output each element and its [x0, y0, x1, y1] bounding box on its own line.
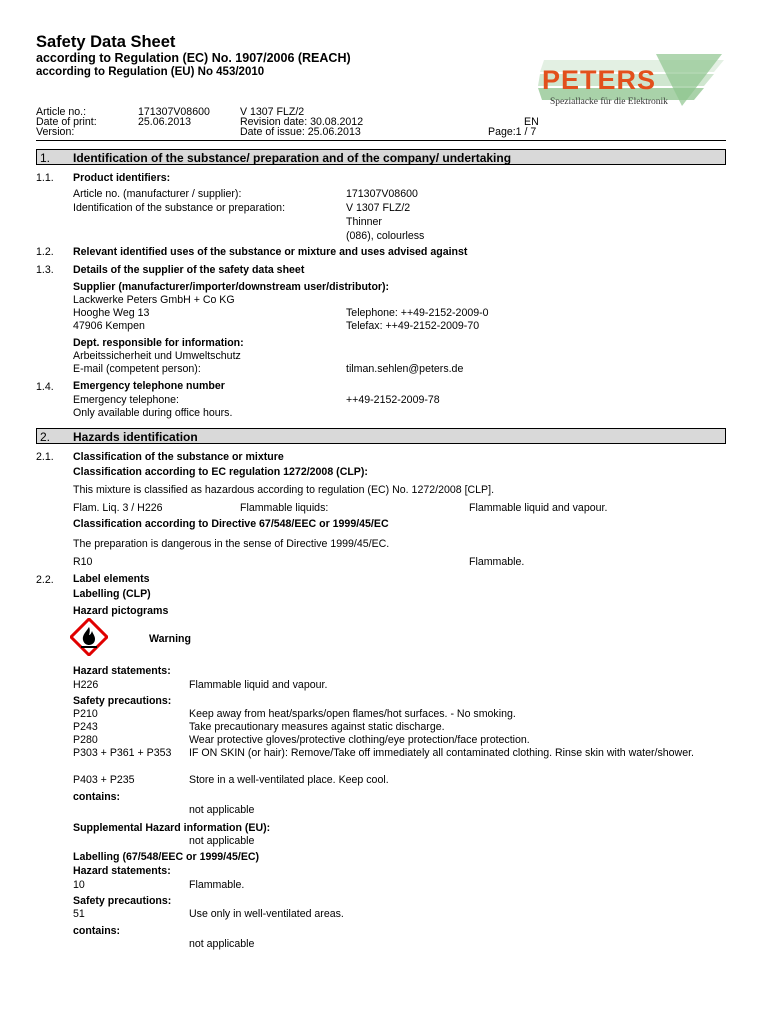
company-city: 47906 Kempen — [73, 320, 145, 332]
product-colour: (086), colourless — [346, 230, 425, 242]
company-telephone: Telephone: ++49-2152-2009-0 — [346, 307, 489, 319]
precaution-text: Wear protective gloves/protective clothing/eye protection/face protection. — [189, 734, 530, 746]
labelling-67-heading: Labelling (67/548/EEC or 1999/45/EC) — [73, 851, 260, 863]
section-1-header — [36, 149, 726, 165]
logo-tagline: Speziallacke für die Elektronik — [550, 97, 668, 107]
peters-logo — [536, 50, 726, 112]
section-number: 1. — [40, 151, 51, 165]
print-date: 25.06.2013 — [138, 116, 192, 128]
version-label: Version: — [36, 126, 75, 138]
subsection-number: 2.1. — [36, 451, 54, 463]
dept-heading: Dept. responsible for information: — [73, 337, 244, 349]
emergency-label: Emergency telephone: — [73, 394, 180, 406]
contains-heading: contains: — [73, 791, 121, 803]
email-link[interactable]: tilman.sehlen@peters.de — [346, 363, 464, 375]
article-number: 171307V08600 — [138, 106, 210, 118]
section-title: Hazards identification — [73, 430, 198, 444]
regulation-subtitle-2: according to Regulation (EU) No 453/2010 — [36, 66, 265, 78]
precaution-text: Take precautionary measures against static discharge. — [189, 721, 445, 733]
supplier-heading: Supplier (manufacturer/importer/downstream user/distributor): — [73, 281, 390, 293]
clp-code: Flam. Liq. 3 / H226 — [73, 502, 163, 514]
language-code: EN — [524, 116, 539, 128]
document-title: Safety Data Sheet — [36, 33, 176, 51]
emergency-number: ++49-2152-2009-78 — [346, 394, 440, 406]
dept-name: Arbeitssicherheit und Umweltschutz — [73, 350, 241, 362]
field-value: V 1307 FLZ/2 — [346, 202, 411, 214]
contains-heading: contains: — [73, 925, 121, 937]
subsection-heading: Label elements — [73, 573, 150, 585]
precaution-code: P243 — [73, 721, 98, 733]
article-label: Article no.: — [36, 106, 87, 118]
header-divider — [36, 140, 726, 141]
risk-description: Flammable. — [469, 556, 525, 568]
clp-heading: Classification according to EC regulation 1272/2008 (CLP): — [73, 466, 368, 478]
subsection-number: 1.3. — [36, 264, 54, 276]
product-type: Thinner — [346, 216, 382, 228]
precaution-code: P403 + P235 — [73, 774, 135, 786]
directive-statement: The preparation is dangerous in the sense of Directive 1999/45/EC. — [73, 538, 390, 550]
subsection-heading: Details of the supplier of the safety data sheet — [73, 264, 305, 276]
labelling-heading: Labelling (CLP) — [73, 588, 151, 600]
subsection-number: 2.2. — [36, 574, 54, 586]
risk-code: R10 — [73, 556, 93, 568]
safety-precautions-heading: Safety precautions: — [73, 895, 172, 907]
field-label: Identification of the substance or preparation: — [73, 202, 286, 214]
safety-phrase-text: Use only in well-ventilated areas. — [189, 908, 344, 920]
precaution-text: IF ON SKIN (or hair): Remove/Take off immediately all contaminated clothing. Rinse skin with water/shower. — [189, 747, 694, 759]
subsection-number: 1.2. — [36, 246, 54, 258]
logo-wordmark: PETERS — [542, 65, 657, 95]
precaution-code: P210 — [73, 708, 98, 720]
issue-date: Date of issue: 25.06.2013 — [240, 126, 361, 138]
safety-phrase-code: 51 — [73, 908, 85, 920]
subsection-heading: Classification of the substance or mixture — [73, 451, 284, 463]
section-title: Identification of the substance/ preparation and of the company/ undertaking — [73, 151, 512, 165]
hazard-statements-heading: Hazard statements: — [73, 665, 171, 677]
product-code: V 1307 FLZ/2 — [240, 106, 305, 118]
precaution-text: Store in a well-ventilated place. Keep cool. — [189, 774, 389, 786]
hazard-statements-heading: Hazard statements: — [73, 865, 171, 877]
contains-value: not applicable — [189, 804, 255, 816]
clp-statement: This mixture is classified as hazardous according to regulation (EC) No. 1272/2008 [CLP]. — [73, 484, 495, 496]
hazard-text: Flammable liquid and vapour. — [189, 679, 328, 691]
hazard-code: H226 — [73, 679, 99, 691]
section-number: 2. — [40, 430, 51, 444]
precaution-code: P280 — [73, 734, 98, 746]
field-value: 171307V08600 — [346, 188, 418, 200]
clp-category: Flammable liquids: — [240, 502, 329, 514]
directive-heading: Classification according to Directive 67/548/EEC or 1999/45/EC — [73, 518, 389, 530]
supplemental-value: not applicable — [189, 835, 255, 847]
field-label: Article no. (manufacturer / supplier): — [73, 188, 242, 200]
precaution-text: Keep away from heat/sparks/open flames/hot surfaces. - No smoking. — [189, 708, 516, 720]
email-label: E-mail (competent person): — [73, 363, 201, 375]
clp-description: Flammable liquid and vapour. — [469, 502, 608, 514]
supplemental-heading: Supplemental Hazard information (EU): — [73, 822, 271, 834]
regulation-subtitle-1: according to Regulation (EC) No. 1907/2006 (REACH) — [36, 51, 351, 65]
ghs02-flame-icon — [70, 618, 108, 656]
section-2-header — [36, 428, 726, 444]
company-telefax: Telefax: ++49-2152-2009-70 — [346, 320, 480, 332]
print-date-label: Date of print: — [36, 116, 97, 128]
subsection-heading: Emergency telephone number — [73, 380, 225, 392]
company-name: Lackwerke Peters GmbH + Co KG — [73, 294, 235, 306]
pictograms-heading: Hazard pictograms — [73, 605, 169, 617]
precaution-code: P303 + P361 + P353 — [73, 747, 172, 759]
risk-phrase-text: Flammable. — [189, 879, 245, 891]
revision-date: Revision date: 30.08.2012 — [240, 116, 364, 128]
subsection-heading: Product identifiers: — [73, 172, 171, 184]
page-indicator: Page:1 / 7 — [488, 126, 537, 138]
signal-word: Warning — [149, 633, 191, 645]
subsection-number: 1.1. — [36, 172, 54, 184]
risk-phrase-code: 10 — [73, 879, 85, 891]
subsection-heading: Relevant identified uses of the substance or mixture and uses advised against — [73, 246, 468, 258]
safety-precautions-heading: Safety precautions: — [73, 695, 172, 707]
subsection-number: 1.4. — [36, 381, 54, 393]
company-street: Hooghe Weg 13 — [73, 307, 150, 319]
emergency-note: Only available during office hours. — [73, 407, 233, 419]
contains-value: not applicable — [189, 938, 255, 950]
